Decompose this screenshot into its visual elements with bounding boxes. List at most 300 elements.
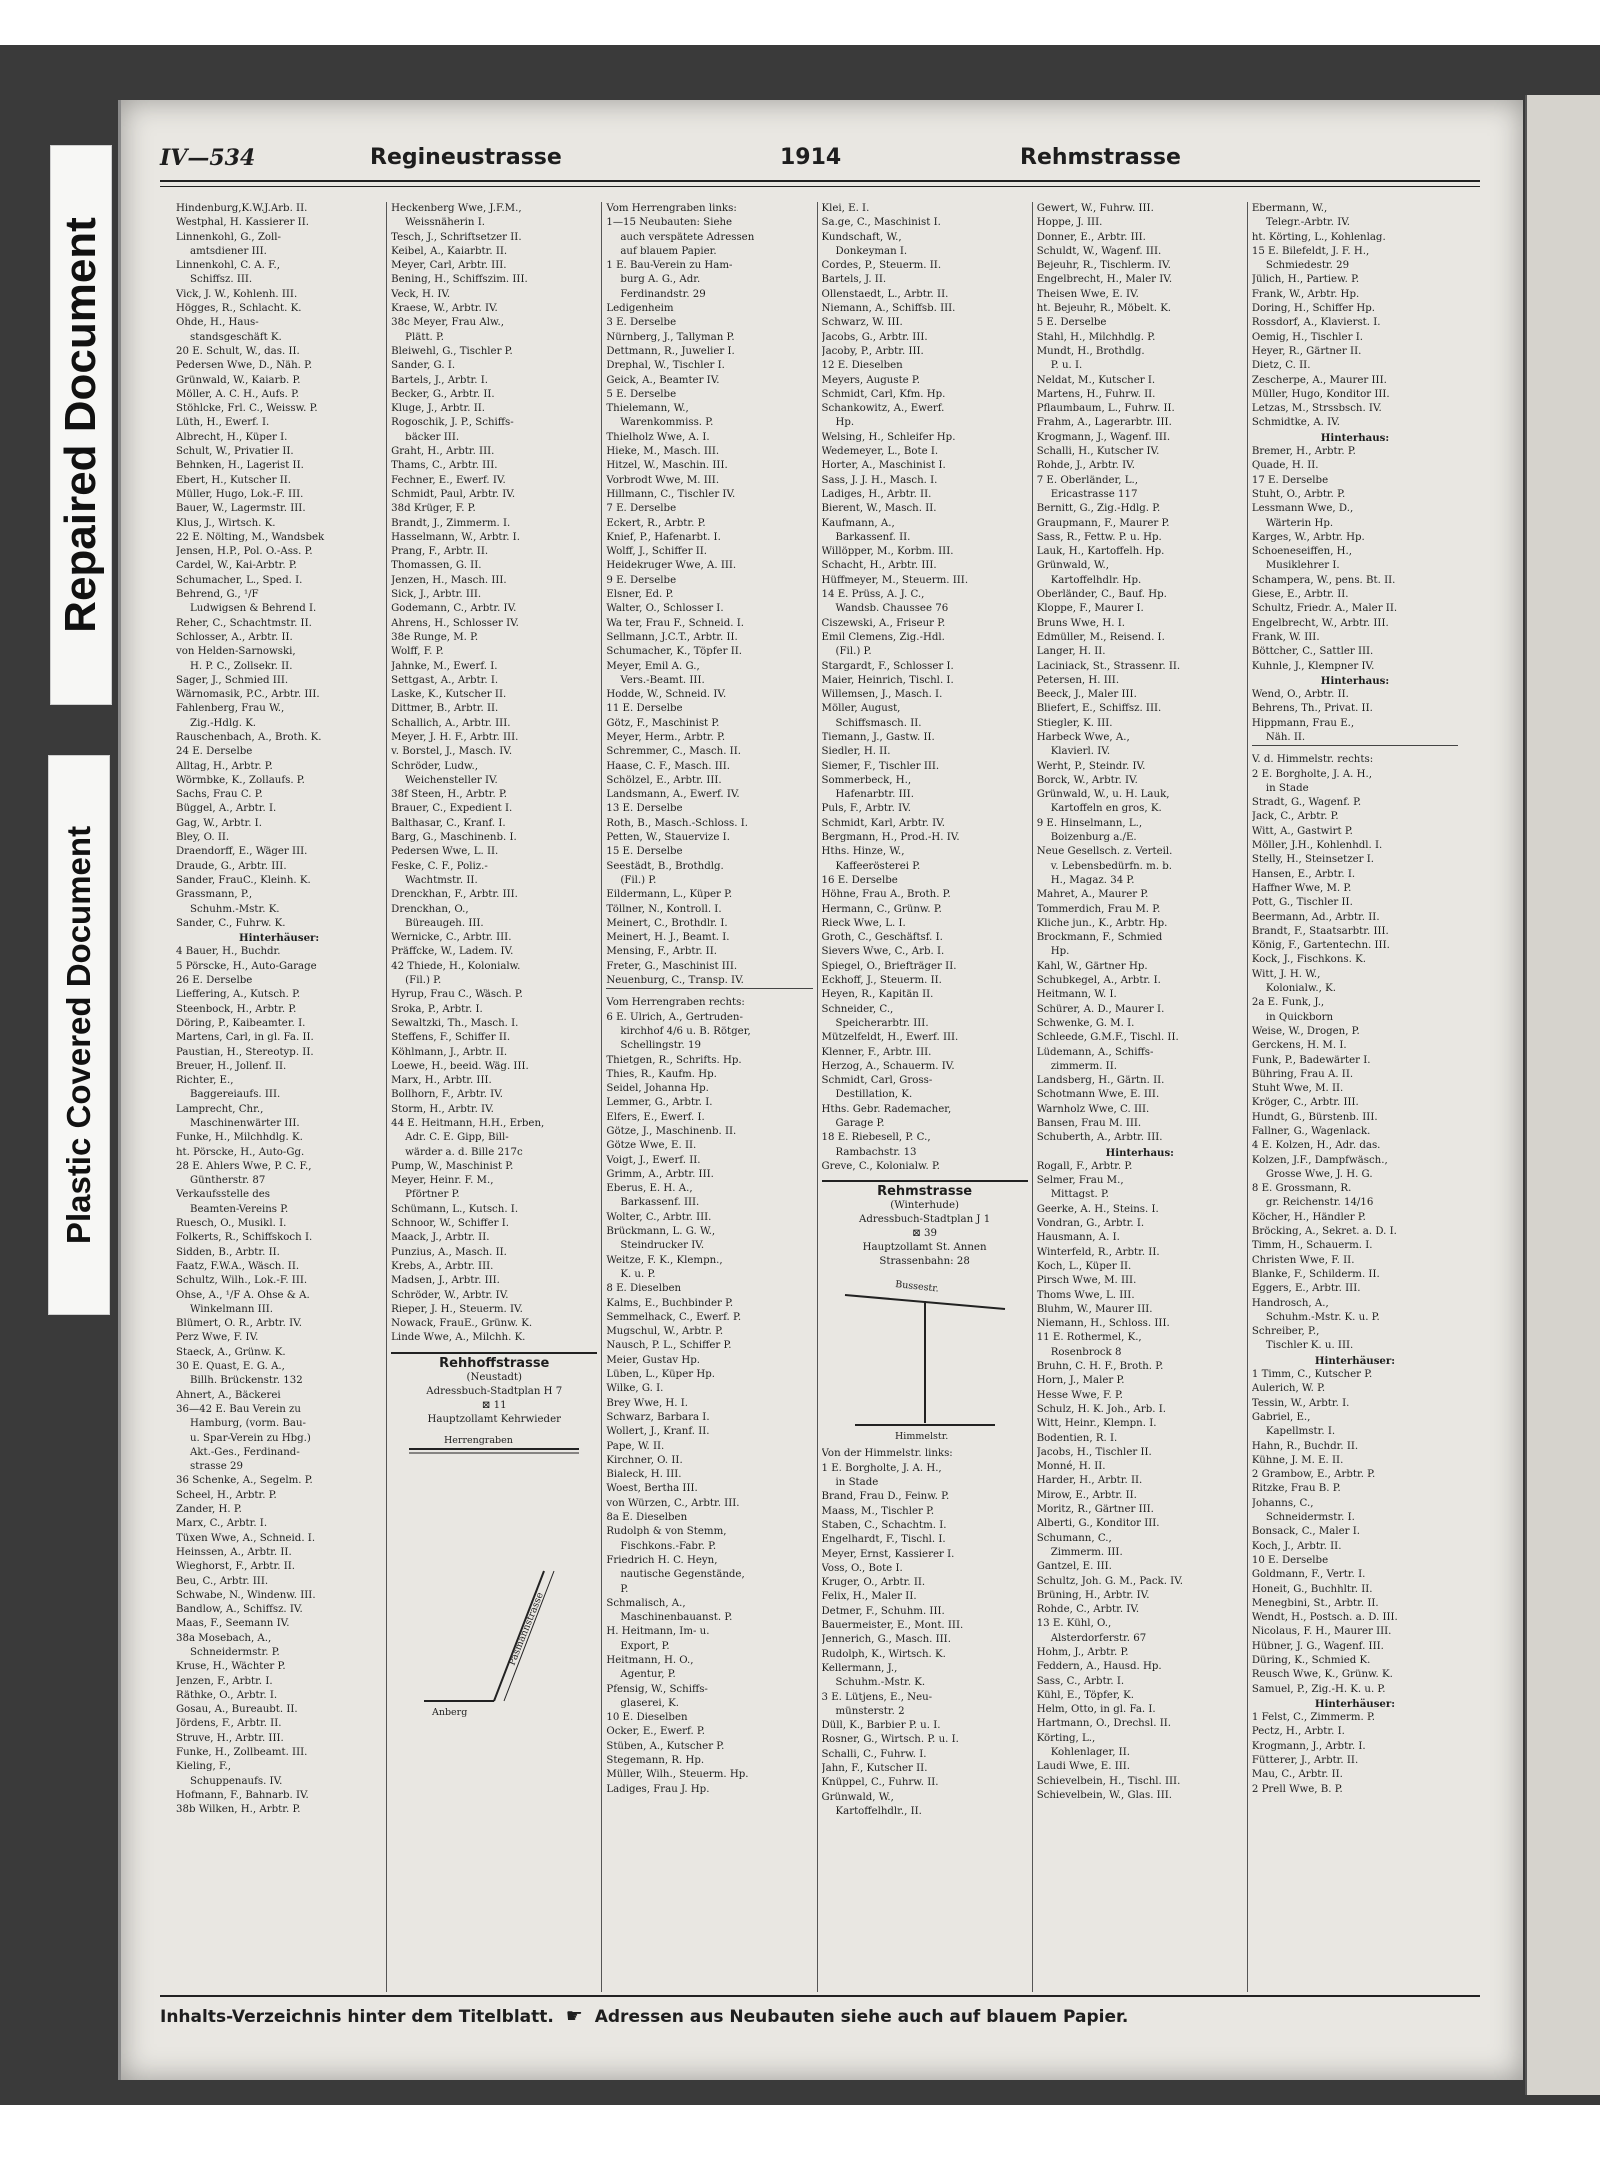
directory-entry: Döring, P., Kaibeamter. I.	[176, 1017, 306, 1029]
directory-entry: Pedersen Wwe, L. II.	[391, 846, 499, 858]
directory-entry: Steffens, F., Schiffer II.	[391, 1032, 511, 1044]
directory-entry: Pump, W., Maschinist P.	[391, 1160, 514, 1172]
directory-entry: Verkaufsstelle des	[176, 1189, 271, 1201]
directory-entry: Rudolph & von Stemm,	[606, 1526, 727, 1538]
entry-continuation: Telegr.-Arbtr. IV.	[1265, 217, 1351, 229]
directory-entry: Von der Himmelstr. links:	[821, 1448, 953, 1460]
map-street-label: Bussestr.	[894, 1279, 939, 1296]
directory-entry: Kieling, F.,	[176, 1761, 231, 1773]
directory-entry: Storm, H., Arbtr. IV.	[391, 1103, 494, 1115]
directory-entry: Hindenburg,K.W.J.Arb. II.	[176, 203, 308, 214]
directory-entry: Welsing, H., Schleifer Hp.	[821, 431, 956, 443]
directory-entry: Sass, C., Arbtr. I.	[1036, 1675, 1125, 1687]
entry-continuation: in Quickborn	[1265, 1011, 1334, 1023]
directory-entry: 4 E. Kolzen, H., Adr. das.	[1251, 1140, 1381, 1152]
directory-entry: Schoeneseiffen, H.,	[1251, 546, 1353, 558]
entry-continuation: Maschinenbauanst. P.	[620, 1612, 733, 1624]
directory-entry: Neldat, M., Kutscher I.	[1036, 374, 1156, 386]
entry-continuation: Wandsb. Chaussee 76	[835, 603, 949, 615]
directory-entry: Heckenberg Wwe, J.F.M.,	[391, 203, 522, 214]
directory-entry: Landsberg, H., Gärtn. II.	[1036, 1075, 1165, 1087]
directory-entry: Rieck Wwe, L. I.	[821, 917, 906, 929]
directory-entry: Hübner, J. G., Wagenf. III.	[1251, 1640, 1384, 1652]
directory-entry: Voss, O., Bote I.	[821, 1562, 903, 1574]
directory-entry: Brandt, F., Staatsarbtr. III.	[1251, 925, 1389, 937]
directory-entry: Maas, F., Seemann IV.	[176, 1618, 290, 1630]
directory-entry: Thoms Wwe, L. III.	[1036, 1289, 1135, 1301]
directory-entry: Roth, B., Masch.-Schloss. I.	[606, 817, 748, 829]
directory-entry: Frahm, A., Lagerarbtr. III.	[1036, 417, 1172, 429]
directory-entry: Freter, G., Maschinist III.	[606, 960, 738, 972]
directory-entry: Heinssen, A., Arbtr. II.	[176, 1546, 292, 1558]
directory-entry: Funke, H., Zollbeamt. III.	[176, 1747, 308, 1759]
directory-entry: Kröger, C., Arbtr. III.	[1251, 1097, 1359, 1109]
directory-entry: Sander, C., Fuhrw. K.	[176, 917, 286, 929]
plastic-covered-text: Plastic Covered Document	[60, 825, 97, 1245]
directory-entry: Hüffmeyer, M., Steuerm. III.	[821, 574, 969, 586]
directory-entry: 15 E. Derselbe	[606, 846, 683, 858]
directory-entry: Stargardt, F., Schlosser I.	[821, 660, 954, 672]
directory-entry: Kloppe, F., Maurer I.	[1036, 603, 1144, 615]
directory-entry: Breuer, H., Jollenf. II.	[176, 1060, 287, 1072]
entry-continuation: Baggereiaufs. III.	[190, 1089, 281, 1101]
directory-entry: Rossdorf, A., Klavierst. I.	[1251, 317, 1381, 329]
directory-entry: Lessmann Wwe, D.,	[1251, 503, 1354, 515]
directory-entry: Tessin, W., Arbtr. I.	[1251, 1397, 1350, 1409]
directory-entry: Ladiges, H., Arbtr. II.	[821, 488, 932, 500]
directory-entry: Mirow, E., Arbtr. II.	[1036, 1489, 1137, 1501]
directory-entry: Ahrens, H., Schlosser IV.	[391, 617, 519, 629]
adjacent-page-edge	[1525, 95, 1600, 2095]
directory-entry: Höhne, Frau A., Broth. P.	[821, 889, 951, 901]
directory-entry: Koch, L., Küper II.	[1036, 1260, 1132, 1272]
directory-entry: Mugschul, W., Arbtr. P.	[606, 1326, 724, 1338]
directory-entry: Schalli, H., Kutscher IV.	[1036, 446, 1160, 458]
directory-entry: Oemig, H., Tischler I.	[1251, 331, 1363, 343]
directory-entry: Bialeck, H. III.	[606, 1469, 682, 1481]
entry-continuation: Fischkons.-Fabr. P.	[620, 1540, 717, 1552]
directory-entry: Schreiber, P.,	[1251, 1326, 1320, 1338]
directory-entry: Grimm, A., Arbtr. III.	[606, 1168, 714, 1180]
directory-entry: Bauer, W., Lagermstr. III.	[176, 503, 306, 515]
entry-continuation: Ferdinandstr. 29	[620, 288, 706, 300]
directory-entry: H. Heitmann, Im- u.	[606, 1626, 710, 1638]
directory-entry: Heyen, R., Kapitän II.	[821, 989, 934, 1001]
directory-entry: Stahl, H., Milchhdlg. P.	[1036, 331, 1156, 343]
directory-entry: Kluge, J., Arbtr. II.	[391, 403, 485, 415]
directory-entry: Struve, H., Arbtr. III.	[176, 1732, 284, 1744]
directory-entry: Christen Wwe, F. II.	[1251, 1254, 1355, 1266]
header-rule	[160, 180, 1480, 182]
directory-entry: Töllner, N., Kontroll. I.	[606, 903, 722, 915]
directory-entry: Schröder, Ludw.,	[391, 760, 479, 772]
column-3	[602, 202, 817, 1992]
directory-entry: 38a Mosebach, A.,	[176, 1632, 272, 1644]
directory-entry: Wörmbke, K., Zollaufs. P.	[176, 774, 305, 786]
directory-entry: Sass, R., Fettw. P. u. Hp.	[1036, 531, 1162, 543]
directory-entry: Schwenke, G. M. I.	[1036, 1017, 1135, 1029]
directory-entry: Graht, H., Arbtr. III.	[391, 446, 495, 458]
directory-entry: 2 Prell Wwe, B. P.	[1251, 1783, 1343, 1795]
directory-entry: Schlosser, A., Arbtr. II.	[176, 631, 293, 643]
directory-entry: Bremer, H., Arbtr. P.	[1251, 446, 1356, 458]
directory-entry: Spiegel, O., Briefträger II.	[821, 960, 957, 972]
entry-continuation: Schiffsz. III.	[190, 274, 253, 286]
directory-entry: Keibel, A., Kaiarbtr. II.	[391, 245, 508, 257]
directory-entry: Steenbock, H., Arbtr. P.	[176, 1003, 297, 1015]
entry-continuation: Barkassenf. III.	[620, 1197, 700, 1209]
directory-entry: 7 E. Derselbe	[606, 503, 677, 515]
directory-entry: Kruger, O., Arbtr. II.	[821, 1577, 926, 1589]
directory-entry: 8a E. Dieselben	[606, 1512, 688, 1524]
directory-entry: 38c Meyer, Frau Alw.,	[391, 317, 504, 329]
directory-entry: Jacobs, G., Arbtr. III.	[821, 331, 928, 343]
directory-entry: Wend, O., Arbtr. II.	[1251, 689, 1349, 701]
directory-entry: 1 Felst, C., Zimmerm. P.	[1251, 1712, 1376, 1724]
directory-entry: Ohse, A., ¹/F A. Ohse & A.	[176, 1289, 310, 1301]
directory-columns	[172, 202, 1462, 1992]
entry-continuation: Steindrucker IV.	[620, 1240, 705, 1252]
directory-entry: Hoppe, J. III.	[1036, 217, 1103, 229]
entry-continuation: Schuhm.-Mstr. K. u. P.	[1265, 1311, 1380, 1323]
directory-entry: Harbeck Wwe, A.,	[1036, 731, 1130, 743]
section-divider	[606, 988, 812, 996]
directory-entry: Petersen, H. III.	[1036, 674, 1120, 686]
directory-entry: 6 E. Ulrich, A., Gertruden-	[606, 1011, 743, 1023]
entry-continuation: Wachtmstr. II.	[405, 874, 478, 886]
directory-entry: Müller, Hugo, Konditor III.	[1251, 388, 1390, 400]
directory-entry: Giese, E., Arbtr. II.	[1251, 589, 1349, 601]
directory-entry: Wedemeyer, L., Bote I.	[821, 446, 939, 458]
directory-entry: Schmidt, Carl, Kfm. Hp.	[821, 388, 946, 400]
directory-entry: 5 E. Derselbe	[1036, 317, 1107, 329]
directory-entry: Hasselmann, W., Arbtr. I.	[391, 531, 520, 543]
directory-entry: Gosau, A., Bureaubt. II.	[176, 1704, 298, 1716]
directory-entry: Drenckhan, F., Arbtr. III.	[391, 889, 518, 901]
directory-entry: Hesse Wwe, F. P.	[1036, 1389, 1124, 1401]
directory-entry: Paustian, H., Stereotyp. II.	[176, 1046, 314, 1058]
directory-entry: Kuhnle, J., Klempner IV.	[1251, 660, 1375, 672]
directory-entry: Vondran, G., Arbtr. I.	[1036, 1218, 1145, 1230]
street-box-line: ⊠ 11	[481, 1400, 507, 1412]
entry-continuation: u. Spar-Verein zu Hbg.)	[190, 1432, 311, 1444]
directory-entry: Stöhlcke, Frl. C., Weissw. P.	[176, 403, 318, 415]
directory-entry: Hahn, R., Buchdr. II.	[1251, 1440, 1359, 1452]
directory-entry: 28 E. Ahlers Wwe, P. C. F.,	[176, 1160, 312, 1172]
entry-continuation: Donkeyman I.	[835, 245, 908, 257]
directory-entry: Wollert, J., Kranf. II.	[606, 1426, 710, 1438]
directory-entry: Köhlmann, J., Arbtr. II.	[391, 1046, 508, 1058]
entry-continuation: P. u. I.	[1050, 360, 1083, 372]
entry-continuation: standsgeschäft K.	[190, 331, 282, 343]
entry-continuation: Plätt. P.	[405, 331, 445, 343]
directory-entry: Gewert, W., Fuhrw. III.	[1036, 203, 1154, 214]
directory-entry: Grünwald, W., Kaiarb. P.	[176, 374, 301, 386]
directory-entry: 1 E. Bau-Verein zu Ham-	[606, 260, 733, 272]
directory-entry: Krogmann, J., Wagenf. III.	[1036, 431, 1171, 443]
directory-entry: 13 E. Derselbe	[606, 803, 683, 815]
entry-continuation: Kartoffeln en gros, K.	[1050, 803, 1162, 815]
directory-entry: Bliefert, E., Schiffsz. III.	[1036, 703, 1162, 715]
entry-continuation: H. P. C., Zollsekr. II.	[190, 660, 293, 672]
directory-entry: 12 E. Dieselben	[821, 360, 903, 372]
directory-entry: Thies, R., Kaufm. Hp.	[606, 1068, 717, 1080]
directory-entry: Richter, E.,	[176, 1075, 234, 1087]
directory-entry: Rogoschik, J. P., Schiffs-	[391, 417, 514, 429]
directory-entry: Werht, P., Steindr. IV.	[1036, 760, 1146, 772]
entry-continuation: auch verspätete Adressen	[620, 231, 755, 243]
directory-entry: 38f Steen, H., Arbtr. P.	[391, 789, 508, 801]
directory-entry: 10 E. Derselbe	[1251, 1554, 1329, 1566]
directory-entry: Ruesch, O., Musikl. I.	[176, 1218, 287, 1230]
repaired-document-label	[50, 145, 112, 705]
directory-entry: Heitmann, W. I.	[1036, 989, 1117, 1001]
entry-continuation: Boizenburg a./E.	[1050, 832, 1137, 844]
directory-entry: Schmidt, Karl, Arbtr. IV.	[821, 817, 945, 829]
directory-entry: Wolff, F. P.	[391, 646, 444, 658]
directory-entry: Schümann, L., Kutsch. I.	[391, 1203, 519, 1215]
directory-entry: Stegemann, R. Hp.	[606, 1755, 705, 1767]
directory-entry: Schallich, A., Arbtr. III.	[391, 717, 511, 729]
directory-entry: 15 E. Bilefeldt, J. F. H.,	[1251, 245, 1370, 257]
directory-entry: Schulz, H. K. Joh., Arb. I.	[1036, 1403, 1167, 1415]
directory-entry: Möller, A. C. H., Aufs. P.	[176, 388, 300, 400]
directory-entry: Woest, Bertha III.	[606, 1483, 698, 1495]
directory-entry: Geick, A., Beamter IV.	[606, 374, 720, 386]
directory-entry: Jack, C., Arbtr. P.	[1251, 811, 1339, 823]
directory-entry: Thielemann, W.,	[606, 403, 689, 415]
directory-entry: Pape, W. II.	[606, 1440, 665, 1452]
directory-entry: Schuldt, W., Wagenf. III.	[1036, 245, 1162, 257]
directory-entry: Handrosch, A.,	[1251, 1297, 1329, 1309]
directory-entry: 7 E. Oberländer, L.,	[1036, 474, 1139, 486]
directory-entry: Laudi Wwe, E. III.	[1036, 1761, 1131, 1773]
directory-entry: Grassmann, P.,	[176, 889, 253, 901]
directory-entry: Büggel, A., Arbtr. I.	[176, 803, 277, 815]
entry-continuation: Hamburg, (vorm. Bau-	[190, 1418, 307, 1430]
directory-entry: Weise, W., Drogen, P.	[1251, 1025, 1360, 1037]
directory-entry: Landsmann, A., Ewerf. IV.	[606, 789, 740, 801]
directory-entry: Bonsack, C., Maler I.	[1251, 1526, 1361, 1538]
directory-entry: Neuenburg, C., Transp. IV.	[606, 975, 744, 987]
directory-entry: Martens, Carl, in gl. Fa. II.	[176, 1032, 314, 1044]
directory-entry: Heitmann, H. O.,	[606, 1654, 694, 1666]
street-box-line: Hauptzollamt St. Annen	[862, 1242, 987, 1254]
directory-entry: Ohde, H., Haus-	[176, 317, 259, 329]
directory-entry: Alltag, H., Arbtr. P.	[176, 760, 273, 772]
directory-entry: Thietgen, R., Schrifts. Hp.	[606, 1054, 742, 1066]
entry-continuation: burg A. G., Adr.	[620, 274, 701, 286]
directory-entry: Wa ter, Frau F., Schneid. I.	[606, 617, 744, 629]
entry-continuation: Agentur, P.	[620, 1669, 676, 1681]
directory-entry: Kellermann, J.,	[821, 1662, 898, 1674]
section-heading: Hinterhäuser:	[238, 932, 320, 945]
directory-entry: Grünwald, W.,	[1036, 560, 1110, 572]
directory-entry: Engelbrecht, W., Arbtr. III.	[1251, 617, 1389, 629]
directory-entry: Draendorff, E., Wäger III.	[176, 846, 308, 858]
entry-continuation: Näh. II.	[1265, 731, 1306, 743]
directory-entry: Ebermann, W.,	[1251, 203, 1328, 214]
directory-entry: Engelbrecht, H., Maler IV.	[1036, 274, 1173, 286]
directory-entry: Thams, C., Arbtr. III.	[391, 460, 498, 472]
directory-entry: ht. Körting, L., Kohlenlag.	[1251, 231, 1386, 243]
directory-entry: Schmidt, Carl, Gross-	[821, 1075, 933, 1087]
directory-entry: Nowack, FrauE., Grünw. K.	[391, 1318, 533, 1330]
directory-entry: Brückmann, L. G. W.,	[606, 1226, 716, 1238]
directory-entry: Hermann, C., Grünw. P.	[821, 903, 942, 915]
directory-entry: Puls, F., Arbtr. IV.	[821, 803, 911, 815]
directory-entry: Albrecht, H., Küper I.	[176, 431, 288, 443]
directory-entry: Becker, G., Arbtr. II.	[391, 388, 495, 400]
directory-entry: Nürnberg, J., Tallyman P.	[606, 331, 735, 343]
footer-new-buildings-note: Adressen aus Neubauten siehe auch auf blauem Papier.	[594, 2007, 1129, 2027]
directory-entry: Hohm, J., Arbtr. P.	[1036, 1646, 1129, 1658]
directory-entry: Witt, A., Gastwirt P.	[1251, 825, 1353, 837]
directory-entry: Brockmann, F., Schmied	[1036, 932, 1163, 944]
directory-entry: Aulerich, W. P.	[1251, 1383, 1326, 1395]
directory-entry: Beeck, J., Maler III.	[1036, 689, 1137, 701]
directory-entry: Schultz, Wilh., Lok.-F. III.	[176, 1275, 308, 1287]
directory-entry: Brauer, C., Expedient I.	[391, 803, 513, 815]
directory-entry: Götz, F., Maschinist P.	[606, 717, 720, 729]
directory-entry: Eggers, E., Arbtr. III.	[1251, 1283, 1361, 1295]
directory-entry: Schnoor, W., Schiffer I.	[391, 1218, 510, 1230]
directory-entry: Schmalisch, A.,	[606, 1597, 686, 1609]
directory-entry: 11 E. Rothermel, K.,	[1036, 1332, 1142, 1344]
entry-continuation: P.	[620, 1583, 629, 1595]
directory-entry: Rudolph, K., Wirtsch. K.	[821, 1648, 946, 1660]
directory-entry: Schwarz, W. III.	[821, 317, 903, 329]
directory-entry: Köcher, H., Händler P.	[1251, 1211, 1366, 1223]
entry-continuation: Kohlenlager, II.	[1050, 1747, 1130, 1759]
directory-entry: Schwabe, N., Windenw. III.	[176, 1589, 316, 1601]
directory-entry: Thomassen, G. II.	[391, 560, 482, 572]
directory-entry: Behnken, H., Lagerist II.	[176, 460, 304, 472]
directory-entry: Wernicke, C., Arbtr. III.	[391, 932, 512, 944]
entry-continuation: v. Lebensbedürfn. m. b.	[1050, 860, 1173, 872]
directory-entry: Stuht, O., Arbtr. P.	[1251, 488, 1346, 500]
directory-entry: Dietz, C. II.	[1251, 360, 1311, 372]
directory-entry: 30 E. Quast, E. G. A.,	[176, 1361, 285, 1373]
entry-continuation: Billh. Brückenstr. 132	[190, 1375, 303, 1387]
entry-continuation: Akt.-Ges., Ferdinand-	[190, 1446, 300, 1458]
directory-entry: Reusch Wwe, K., Grünw. K.	[1251, 1669, 1393, 1681]
directory-entry: Grünwald, W.,	[821, 1791, 894, 1803]
directory-entry: Hyrup, Frau C., Wäsch. P.	[391, 989, 523, 1001]
directory-entry: Bodentien, R. I.	[1036, 1432, 1118, 1444]
directory-entry: Ahnert, A., Bäckerei	[176, 1389, 281, 1401]
directory-entry: Lieffering, A., Kutsch. P.	[176, 989, 301, 1001]
directory-entry: Müller, Hugo, Lok.-F. III.	[176, 488, 304, 500]
entry-continuation: Schuhm.-Mstr. K.	[190, 903, 280, 915]
directory-entry: Elfers, E., Ewerf. I.	[606, 1111, 705, 1123]
entry-continuation: zimmerm. II.	[1050, 1060, 1117, 1072]
directory-entry: Frank, W., Arbtr. Hp.	[1251, 288, 1360, 300]
directory-entry: Hieke, M., Masch. III.	[606, 446, 720, 458]
directory-entry: Pirsch Wwe, M. III.	[1036, 1275, 1137, 1287]
directory-entry: Frank, W. III.	[1251, 631, 1320, 643]
directory-entry: Gantzel, E. III.	[1036, 1561, 1112, 1573]
directory-entry: Schotmann Wwe, E. III.	[1036, 1089, 1160, 1101]
directory-entry: Pfensig, W., Schiffs-	[606, 1683, 708, 1695]
directory-entry: Walter, O., Schlosser I.	[606, 603, 724, 615]
entry-continuation: Musiklehrer I.	[1265, 560, 1340, 572]
directory-entry: Lüdemann, A., Schiffs-	[1036, 1046, 1154, 1058]
directory-entry: Jenzen, H., Masch. III.	[391, 574, 507, 586]
directory-entry: Rohde, C., Arbtr. IV.	[1036, 1604, 1140, 1616]
directory-entry: Madsen, J., Arbtr. III.	[391, 1275, 500, 1287]
directory-entry: Prang, F., Arbtr. II.	[391, 546, 489, 558]
directory-entry: Bluhm, W., Maurer III.	[1036, 1303, 1153, 1315]
directory-entry: Maack, J., Arbtr. II.	[391, 1232, 490, 1244]
directory-entry: 26 E. Derselbe	[176, 975, 253, 987]
directory-entry: 9 E. Derselbe	[606, 574, 677, 586]
directory-entry: Tesch, J., Schriftsetzer II.	[391, 231, 522, 243]
directory-entry: 38d Krüger, F. P.	[391, 503, 476, 515]
directory-entry: Herzog, A., Schauerm. IV.	[821, 1060, 955, 1072]
directory-entry: Grünwald, W., u. H. Lauk,	[1036, 789, 1170, 801]
entry-continuation: Ludwigsen & Behrend I.	[190, 603, 317, 615]
entry-continuation: Schneidermstr. P.	[190, 1646, 280, 1658]
directory-entry: Mensing, F., Arbtr. II.	[606, 946, 717, 958]
directory-entry: 9 E. Hinselmann, L.,	[1036, 817, 1143, 829]
directory-entry: Knüppel, C., Fuhrw. II.	[821, 1777, 939, 1789]
map-street-label: Herrengraben	[444, 1435, 514, 1447]
directory-entry: Greve, C., Kolonialw. P.	[821, 1160, 940, 1172]
entry-continuation: Weissnäherin I.	[405, 217, 485, 229]
directory-entry: Cardel, W., Kai-Arbtr. P.	[176, 560, 297, 572]
directory-entry: Bandlow, A., Schiffsz. IV.	[176, 1604, 303, 1616]
directory-entry: Witt, J. H. W.,	[1251, 968, 1321, 980]
directory-entry: 36 Schenke, A., Segelm. P.	[176, 1475, 313, 1487]
street-box-line: (Neustadt)	[466, 1372, 522, 1384]
directory-entry: Sroka, P., Arbtr. I.	[391, 1003, 483, 1015]
directory-entry: Pedersen Wwe, D., Näh. P.	[176, 360, 313, 372]
entry-continuation: Schneidermstr. I.	[1265, 1512, 1355, 1524]
directory-entry: 4 Bauer, H., Buchdr.	[176, 946, 281, 958]
entry-continuation: (Fil.) P.	[620, 874, 657, 886]
directory-entry: Jensen, H.P., Pol. O.-Ass. P.	[176, 546, 313, 558]
street-map-sketch	[404, 1431, 584, 1721]
map-street-label: Himmelstr.	[894, 1431, 948, 1443]
directory-entry: Gerckens, H. M. I.	[1251, 1040, 1347, 1052]
directory-entry: Heyer, R., Gärtner II.	[1251, 345, 1362, 357]
directory-entry: Ladiges, Frau J. Hp.	[606, 1783, 710, 1795]
directory-entry: Möller, August,	[821, 703, 901, 715]
directory-entry: Hths. Gebr. Rademacher,	[821, 1103, 952, 1115]
directory-entry: Meyer, Herm., Arbtr. P.	[606, 731, 726, 743]
directory-entry: Bruhn, C. H. F., Broth. P.	[1036, 1361, 1164, 1373]
entry-continuation: Wärterin Hp.	[1265, 517, 1334, 529]
directory-entry: Wolff, J., Schiffer II.	[606, 546, 708, 558]
street-box-line: (Winterhude)	[890, 1200, 959, 1212]
directory-entry: 2 E. Borgholte, J. A. H.,	[1251, 768, 1373, 780]
directory-entry: Eckert, R., Arbtr. P.	[606, 517, 706, 529]
directory-entry: Tommerdich, Frau M. P.	[1036, 903, 1161, 915]
directory-entry: Rohde, J., Arbtr. IV.	[1036, 460, 1135, 472]
directory-entry: Doring, H., Schiffer Hp.	[1251, 303, 1375, 315]
directory-entry: Hofmann, F., Bahnarb. IV.	[176, 1789, 309, 1801]
directory-entry: Fütterer, J., Arbtr. II.	[1251, 1755, 1359, 1767]
directory-entry: Bernitt, G., Zig.-Hdlg. P.	[1036, 503, 1161, 515]
directory-entry: Laciniack, St., Strassenr. II.	[1036, 660, 1181, 672]
directory-entry: Böttcher, C., Sattler III.	[1251, 646, 1374, 658]
directory-entry: Götze, J., Maschinenb. II.	[606, 1126, 737, 1137]
directory-entry: Linnenkohl, G., Zoll-	[176, 231, 281, 243]
entry-continuation: K. u. P.	[620, 1268, 656, 1280]
directory-entry: Ollenstaedt, L., Arbtr. II.	[821, 288, 949, 300]
directory-entry: 1 Timm, C., Kutscher P.	[1251, 1369, 1373, 1381]
